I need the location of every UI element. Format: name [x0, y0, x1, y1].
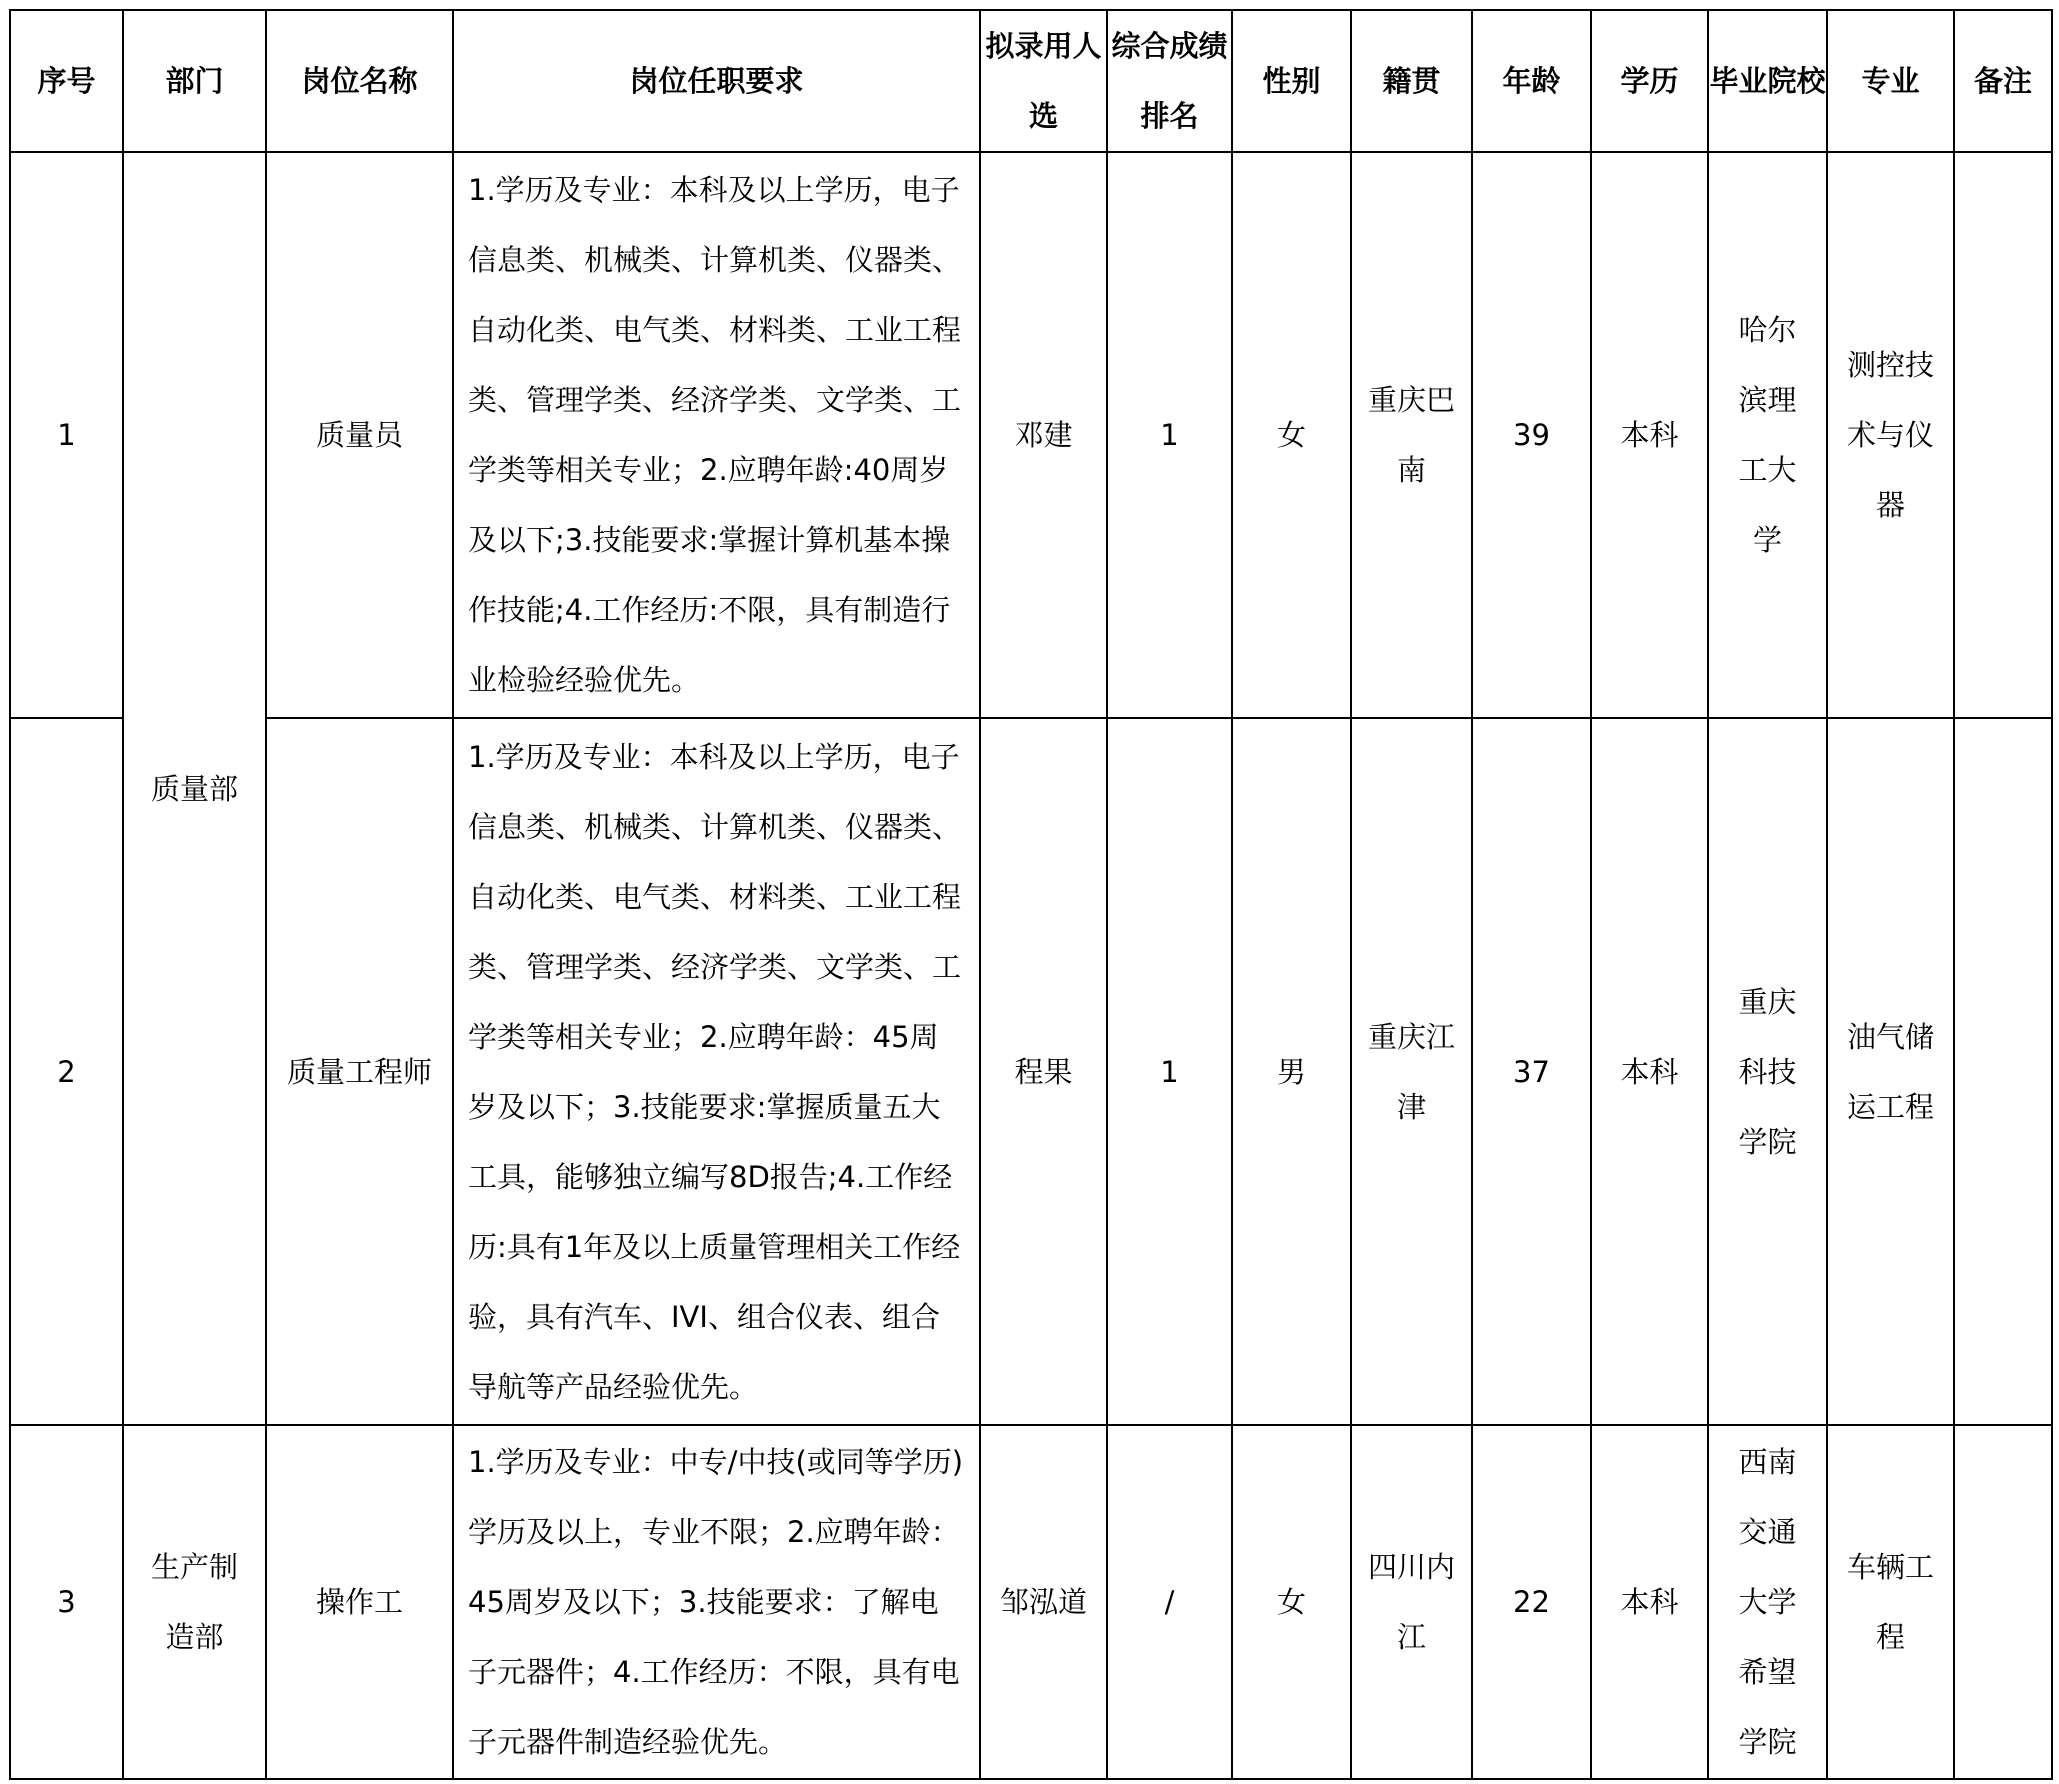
- cell-remark: [1954, 718, 2052, 1425]
- cell-major: 油气储运工程: [1827, 718, 1954, 1425]
- cell-major: 车辆工程: [1827, 1425, 1954, 1779]
- recruitment-table: [9, 9, 2053, 1780]
- cell-remark: [1954, 152, 2052, 718]
- cell-hometown: 重庆江津: [1351, 718, 1472, 1425]
- header-rank: 综合成绩排名: [1107, 10, 1232, 152]
- cell-school: 哈尔滨理工大学: [1708, 152, 1827, 718]
- cell-major: 测控技术与仪器: [1827, 152, 1954, 718]
- cell-school: 西南交通大学希望学院: [1708, 1425, 1827, 1779]
- cell-position: 质量工程师: [266, 718, 453, 1425]
- cell-education: 本科: [1591, 152, 1708, 718]
- cell-remark: [1954, 1425, 2052, 1779]
- header-gender: 性别: [1232, 10, 1351, 152]
- cell-age: 22: [1472, 1425, 1591, 1779]
- cell-gender: 男: [1232, 718, 1351, 1425]
- header-requirements: 岗位任职要求: [453, 10, 980, 152]
- cell-hometown: 四川内江: [1351, 1425, 1472, 1779]
- cell-education: 本科: [1591, 1425, 1708, 1779]
- cell-requirements: 1.学历及专业：中专/中技(或同等学历)学历及以上，专业不限；2.应聘年龄：45周岁及以下；3.技能要求：了解电子元器件；4.工作经历：不限，具有电子元器件制造经验优先。: [453, 1425, 980, 1779]
- header-candidate: 拟录用人选: [980, 10, 1107, 152]
- header-remark: 备注: [1954, 10, 2052, 152]
- cell-gender: 女: [1232, 152, 1351, 718]
- cell-dept: 生产制造部: [123, 1425, 266, 1779]
- cell-age: 39: [1472, 152, 1591, 718]
- cell-rank: 1: [1107, 718, 1232, 1425]
- cell-gender: 女: [1232, 1425, 1351, 1779]
- header-age: 年龄: [1472, 10, 1591, 152]
- cell-candidate: 邹泓道: [980, 1425, 1107, 1779]
- table-row: [10, 718, 2052, 1425]
- cell-age: 37: [1472, 718, 1591, 1425]
- table-row: [10, 152, 2052, 718]
- cell-candidate: 邓建: [980, 152, 1107, 718]
- cell-index: 2: [10, 718, 123, 1425]
- cell-school: 重庆科技学院: [1708, 718, 1827, 1425]
- cell-requirements: 1.学历及专业：本科及以上学历，电子信息类、机械类、计算机类、仪器类、自动化类、电气类、材料类、工业工程类、管理学类、经济学类、文学类、工学类等相关专业；2.应聘年龄：45周岁及以下；3.技能要求:掌握质量五大工具，能够独立编写8D报告;4.工作经历:具有1年及以上质量管理相关工作经验，具有汽车、IVI、组合仪表、组合导航等产品经验优先。: [453, 718, 980, 1425]
- cell-rank: 1: [1107, 152, 1232, 718]
- cell-requirements: 1.学历及专业：本科及以上学历，电子信息类、机械类、计算机类、仪器类、自动化类、电气类、材料类、工业工程类、管理学类、经济学类、文学类、工学类等相关专业；2.应聘年龄:40周岁及以下;3.技能要求:掌握计算机基本操作技能;4.工作经历:不限，具有制造行业检验经验优先。: [453, 152, 980, 718]
- cell-candidate: 程果: [980, 718, 1107, 1425]
- header-hometown: 籍贯: [1351, 10, 1472, 152]
- cell-index: 1: [10, 152, 123, 718]
- cell-position: 质量员: [266, 152, 453, 718]
- cell-hometown: 重庆巴南: [1351, 152, 1472, 718]
- header-major: 专业: [1827, 10, 1954, 152]
- table-row: [10, 1425, 2052, 1779]
- cell-position: 操作工: [266, 1425, 453, 1779]
- cell-index: 3: [10, 1425, 123, 1779]
- header-row: [10, 10, 2052, 152]
- header-index: 序号: [10, 10, 123, 152]
- cell-rank: /: [1107, 1425, 1232, 1779]
- header-education: 学历: [1591, 10, 1708, 152]
- cell-dept: 质量部: [123, 152, 266, 1425]
- cell-education: 本科: [1591, 718, 1708, 1425]
- header-position: 岗位名称: [266, 10, 453, 152]
- header-school: 毕业院校: [1708, 10, 1827, 152]
- header-dept: 部门: [123, 10, 266, 152]
